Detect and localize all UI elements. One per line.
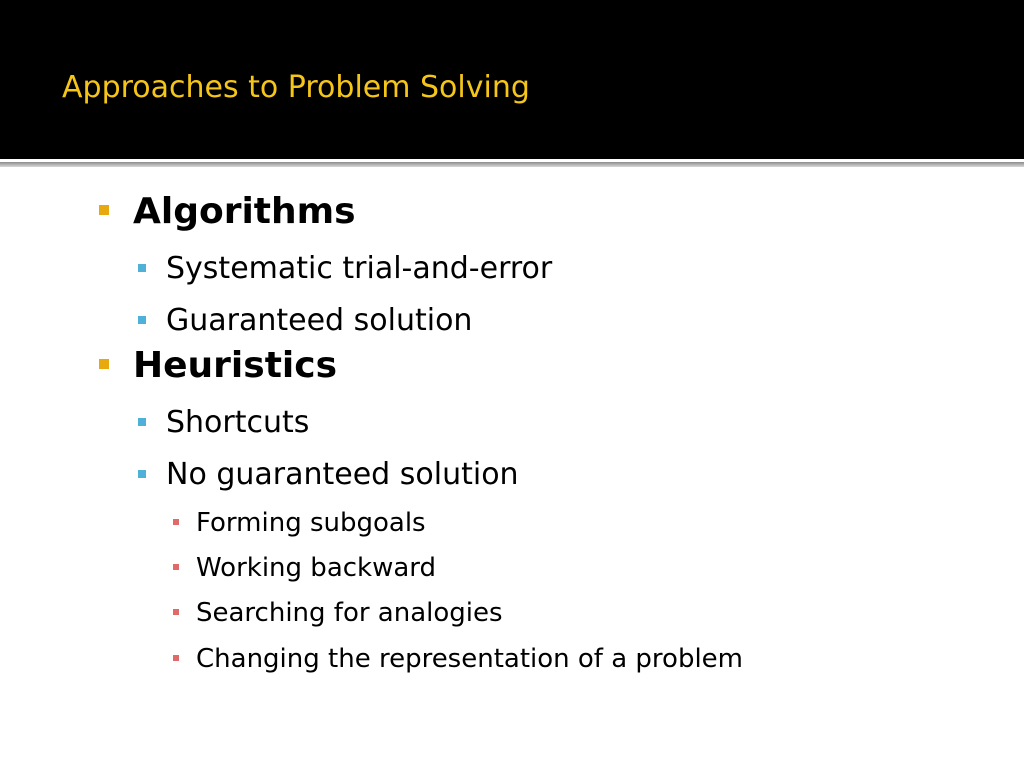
square-bullet-icon <box>138 470 146 478</box>
sub-bullet-label: Guaranteed solution <box>166 303 473 338</box>
subsub-bullet-changing-representation <box>196 644 743 674</box>
square-bullet-icon <box>99 359 109 369</box>
bullet-algorithms <box>133 192 356 232</box>
subsub-bullet-working-backward <box>196 553 436 583</box>
square-bullet-icon <box>138 264 146 272</box>
slide-title: Approaches to Problem Solving <box>62 70 530 105</box>
subsub-bullet-label: Working backward <box>196 553 437 583</box>
subsub-bullet-label: Changing the representation of a problem <box>196 644 744 674</box>
square-bullet-icon <box>173 655 179 661</box>
square-bullet-icon <box>99 205 109 215</box>
square-bullet-icon <box>138 316 146 324</box>
sub-bullet-shortcuts <box>166 405 309 441</box>
title-divider-line <box>0 162 1024 167</box>
bullet-label: Heuristics <box>133 345 338 386</box>
sub-bullet-label: No guaranteed solution <box>166 457 519 492</box>
sub-bullet-no-guaranteed <box>166 457 519 493</box>
sub-bullet-systematic <box>166 251 552 287</box>
sub-bullet-guaranteed <box>166 303 472 339</box>
title-bar <box>0 0 1024 159</box>
square-bullet-icon <box>173 519 179 525</box>
subsub-bullet-searching-analogies <box>196 598 503 628</box>
subsub-bullet-forming-subgoals <box>196 508 426 538</box>
sub-bullet-label: Systematic trial-and-error <box>166 251 553 286</box>
subsub-bullet-label: Forming subgoals <box>196 508 426 538</box>
square-bullet-icon <box>173 609 179 615</box>
bullet-heuristics <box>133 346 337 386</box>
square-bullet-icon <box>138 418 146 426</box>
bullet-label: Algorithms <box>133 191 356 232</box>
sub-bullet-label: Shortcuts <box>166 405 310 440</box>
square-bullet-icon <box>173 564 179 570</box>
subsub-bullet-label: Searching for analogies <box>196 598 503 628</box>
